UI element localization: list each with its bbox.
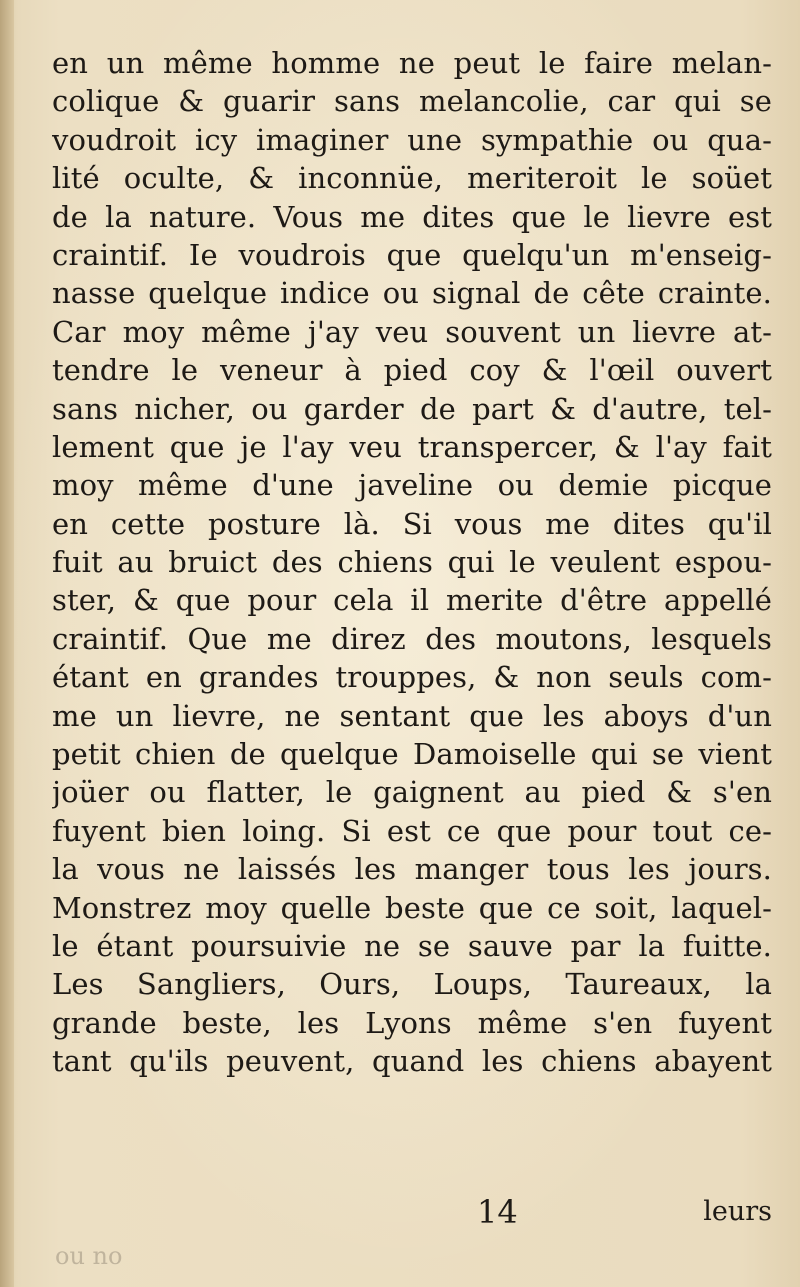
page-footer [52, 1192, 772, 1232]
text-line: ster, & que pour cela il merite d'être appellé [52, 583, 772, 618]
text-line: Monstrez moy quelle beste que ce soit, laquel- [52, 890, 772, 925]
text-line: lité oculte, & inconnüe, meriteroit le soüet [52, 161, 772, 196]
text-line: tendre le veneur à pied coy & l'œil ouvert [52, 353, 772, 388]
text-line: voudroit icy imaginer une sympathie ou qua- [52, 122, 772, 157]
text-line: craintif. Que me direz des moutons, lesquels [52, 621, 772, 656]
catchword: leurs [703, 1196, 772, 1227]
page-gutter [0, 0, 14, 1287]
text-line: fuyent bien loing. Si est ce que pour tout ce- [52, 813, 772, 848]
text-line: sans nicher, ou garder de part & d'autre, tel- [52, 391, 772, 426]
text-line: fuit au bruict des chiens qui le veulent espou- [52, 545, 772, 580]
body-text [52, 44, 772, 1081]
text-line: lement que je l'ay veu transpercer, & l'ay fait [52, 429, 772, 464]
text-line: grande beste, les Lyons même s'en fuyent [52, 1005, 772, 1040]
text-line: le étant poursuivie ne se sauve par la fuitte. [52, 928, 772, 963]
text-line: craintif. Ie voudrois que quelqu'un m'enseig- [52, 237, 772, 272]
text-line: Car moy même j'ay veu souvent un lievre at- [52, 314, 772, 349]
text-line: de la nature. Vous me dites que le lievre est [52, 199, 772, 234]
text-line: étant en grandes trouppes, & non seuls com- [52, 660, 772, 695]
page-number: 14 [477, 1193, 518, 1231]
text-line: petit chien de quelque Damoiselle qui se vient [52, 737, 772, 772]
text-line: moy même d'une javeline ou demie picque [52, 468, 772, 503]
text-line: en cette posture là. Si vous me dites qu'il [52, 506, 772, 541]
bleed-through-text: ou no [55, 1242, 123, 1270]
text-line: joüer ou flatter, le gaignent au pied & s'en [52, 775, 772, 810]
text-line: me un lievre, ne sentant que les aboys d'un [52, 698, 772, 733]
text-line: Les Sangliers, Ours, Loups, Taureaux, la [52, 967, 772, 1002]
text-line: la vous ne laissés les manger tous les jours. [52, 852, 772, 887]
text-line: tant qu'ils peuvent, quand les chiens abayent [52, 1044, 772, 1079]
text-line: en un même homme ne peut le faire melan- [52, 46, 772, 80]
text-line: nasse quelque indice ou signal de cête crainte. [52, 276, 772, 311]
text-line: colique & guarir sans melancolie, car qui se [52, 84, 772, 119]
